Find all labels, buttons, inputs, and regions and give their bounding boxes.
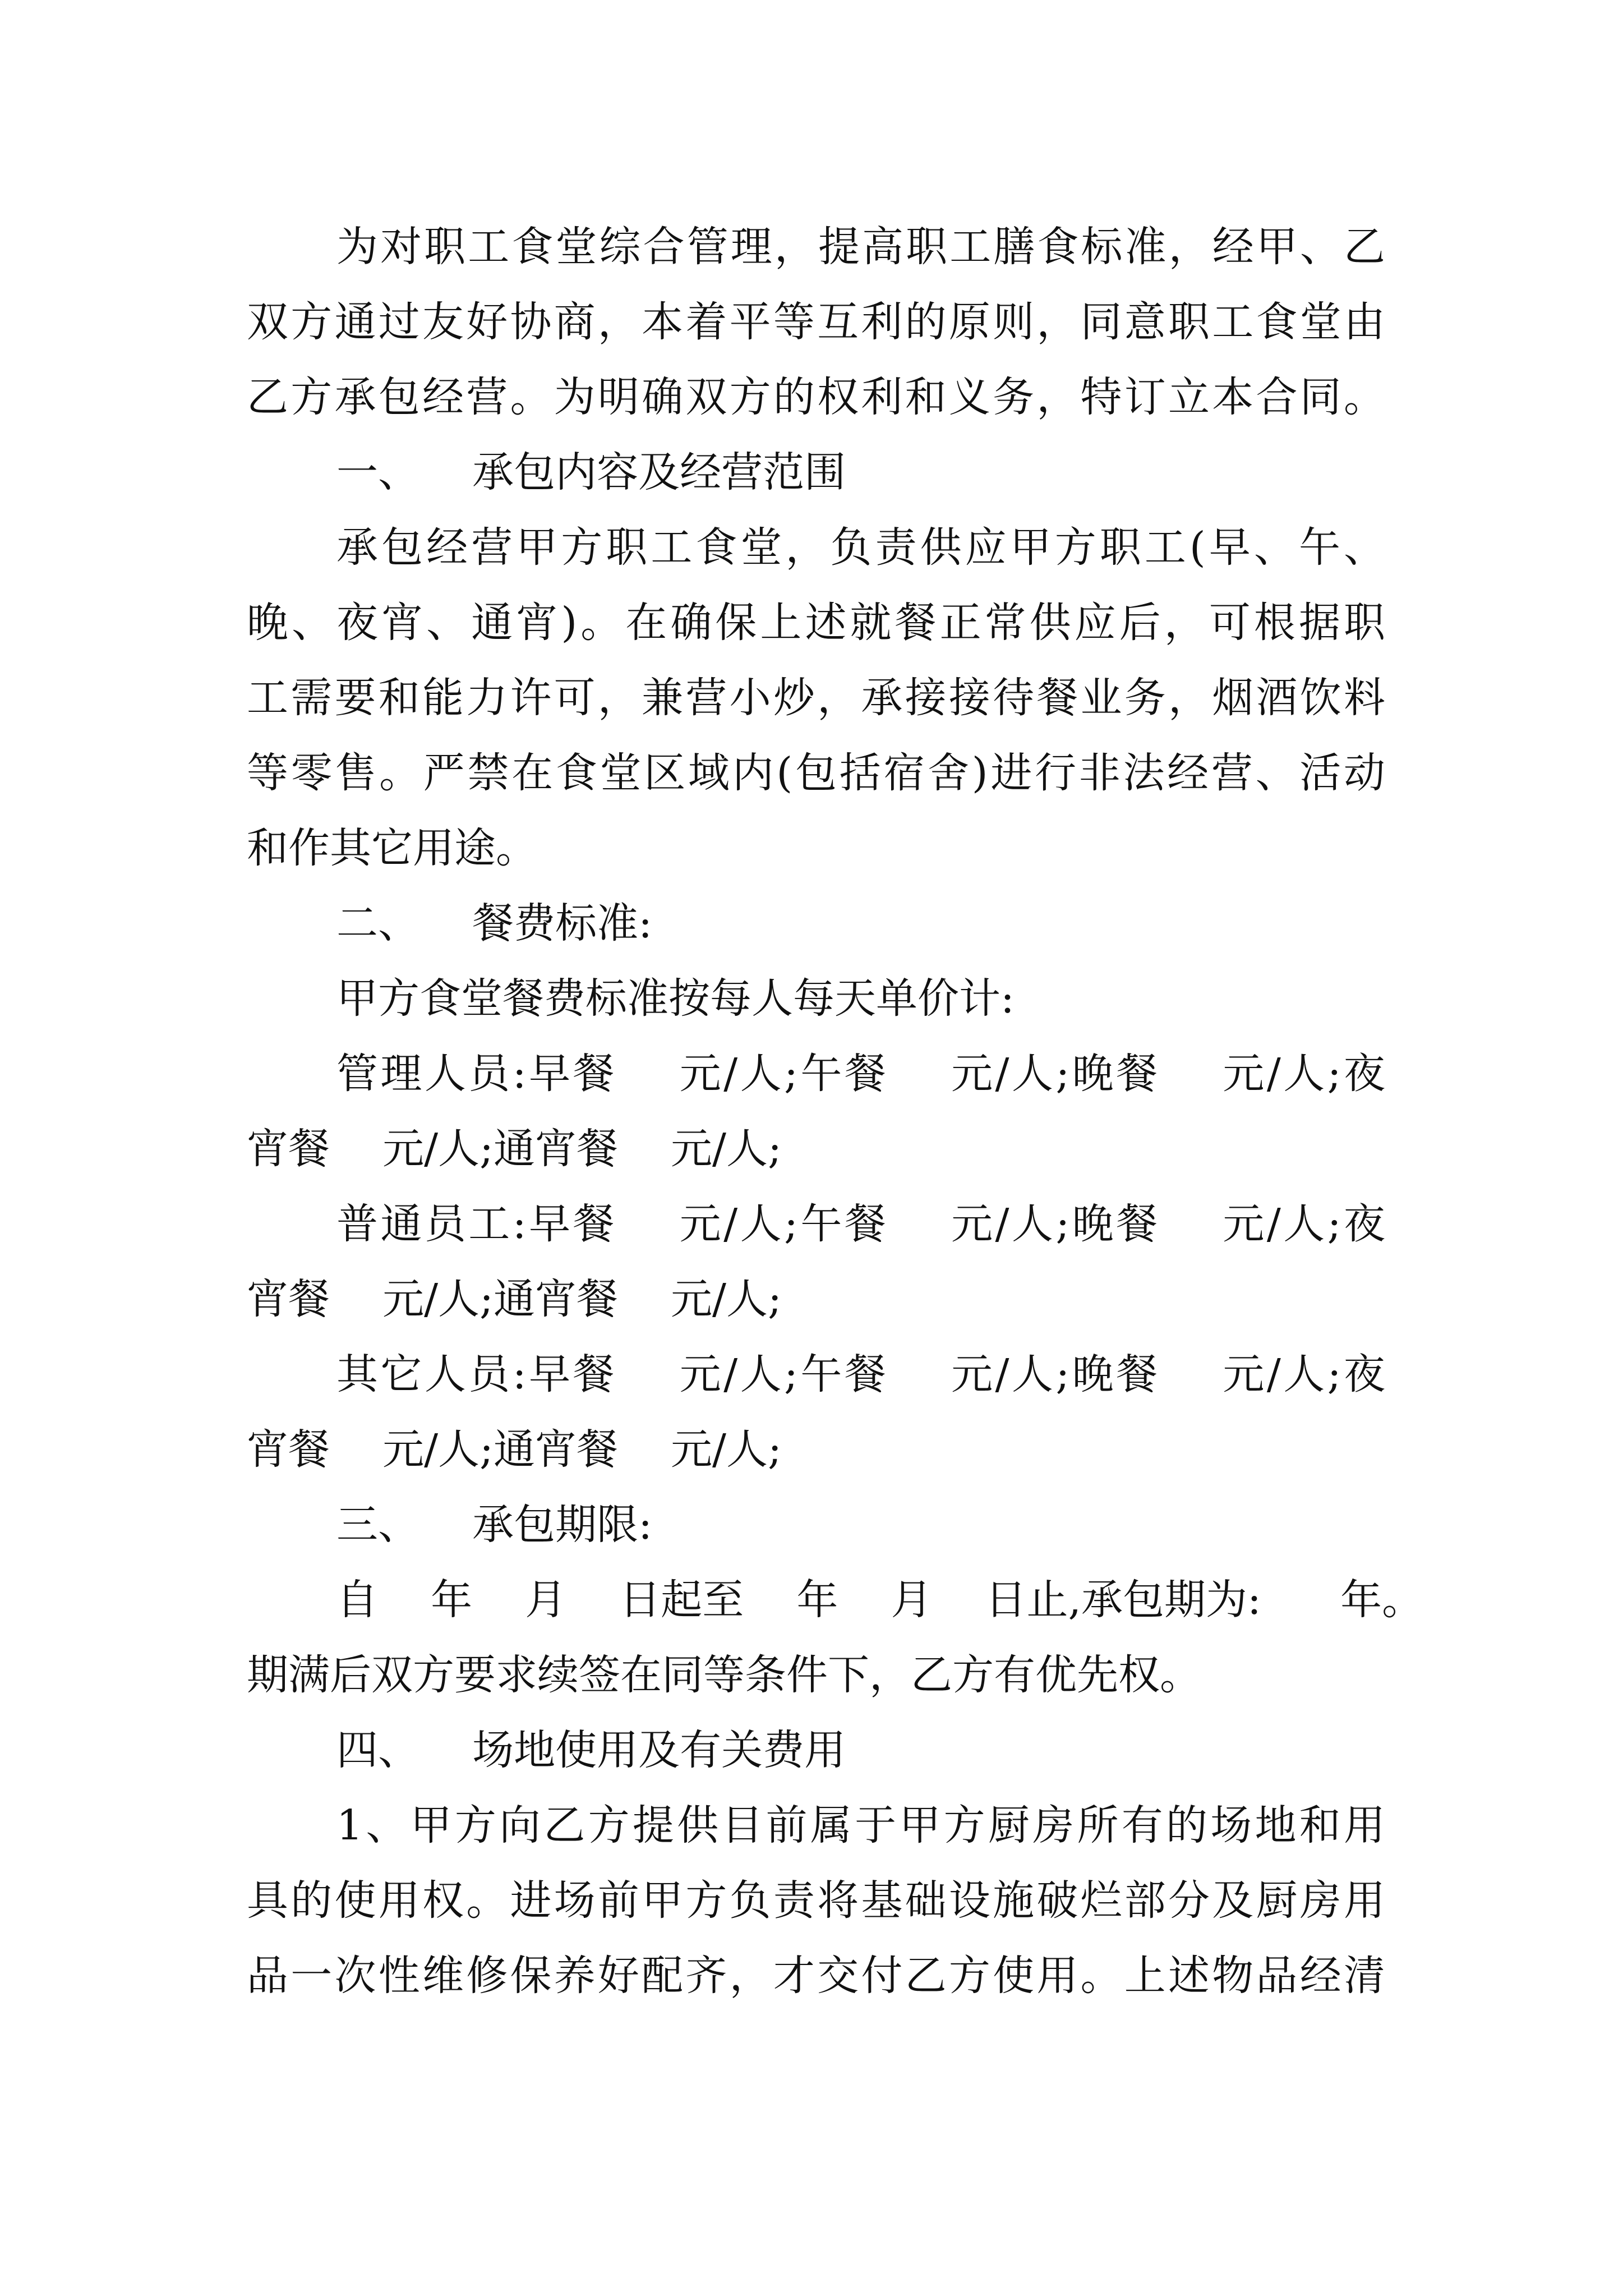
section-heading-1: 一、 承包内容及经营范围 [336,448,846,496]
fee-managers-line-1: 管理人员:早餐 元/人;午餐 元/人;晚餐 元/人;夜 [336,1050,1385,1098]
paragraph-term-line-1: 自 年 月 日起至 年 月 日止,承包期为: 年。 [336,1576,1424,1624]
paragraph-scope-line-5: 和作其它用途。 [247,824,537,872]
paragraph-scope-line-3: 工需要和能力许可，兼营小炒，承接接待餐业务，烟酒饮料 [247,674,1385,722]
fee-others-line-2: 宵餐 元/人;通宵餐 元/人; [247,1425,782,1474]
paragraph-site-line-1: 1、甲方向乙方提供目前属于甲方厨房所有的场地和用 [336,1801,1385,1849]
paragraph-intro-line-2: 双方通过友好协商，本着平等互利的原则，同意职工食堂由 [247,298,1385,346]
section-heading-3: 三、 承包期限: [336,1501,653,1549]
paragraph-term-line-2: 期满后双方要求续签在同等条件下，乙方有优先权。 [247,1651,1201,1699]
paragraph-scope-line-2: 晚、夜宵、通宵)。在确保上述就餐正常供应后，可根据职 [247,599,1385,647]
fee-others-line-1: 其它人员:早餐 元/人;午餐 元/人;晚餐 元/人;夜 [336,1350,1385,1398]
paragraph-intro-line-1: 为对职工食堂综合管理，提高职工膳食标准，经甲、乙 [336,223,1385,271]
paragraph-site-line-3: 品一次性维修保养好配齐，才交付乙方使用。上述物品经清 [247,1952,1385,2000]
section-heading-2: 二、 餐费标准: [336,899,653,947]
fee-staff-line-2: 宵餐 元/人;通宵餐 元/人; [247,1275,782,1323]
fee-managers-line-2: 宵餐 元/人;通宵餐 元/人; [247,1125,782,1173]
paragraph-fee-intro: 甲方食堂餐费标准按每人每天单价计: [336,974,1015,1023]
paragraph-intro-line-3: 乙方承包经营。为明确双方的权利和义务，特订立本合同。 [247,373,1385,421]
paragraph-scope-line-4: 等零售。严禁在食堂区域内(包括宿舍)进行非法经营、活动 [247,749,1385,797]
fee-staff-line-1: 普通员工:早餐 元/人;午餐 元/人;晚餐 元/人;夜 [336,1200,1385,1248]
paragraph-scope-line-1: 承包经营甲方职工食堂，负责供应甲方职工(早、午、 [336,523,1385,572]
section-heading-4: 四、 场地使用及有关费用 [336,1726,846,1774]
paragraph-site-line-2: 具的使用权。进场前甲方负责将基础设施破烂部分及厨房用 [247,1876,1385,1925]
